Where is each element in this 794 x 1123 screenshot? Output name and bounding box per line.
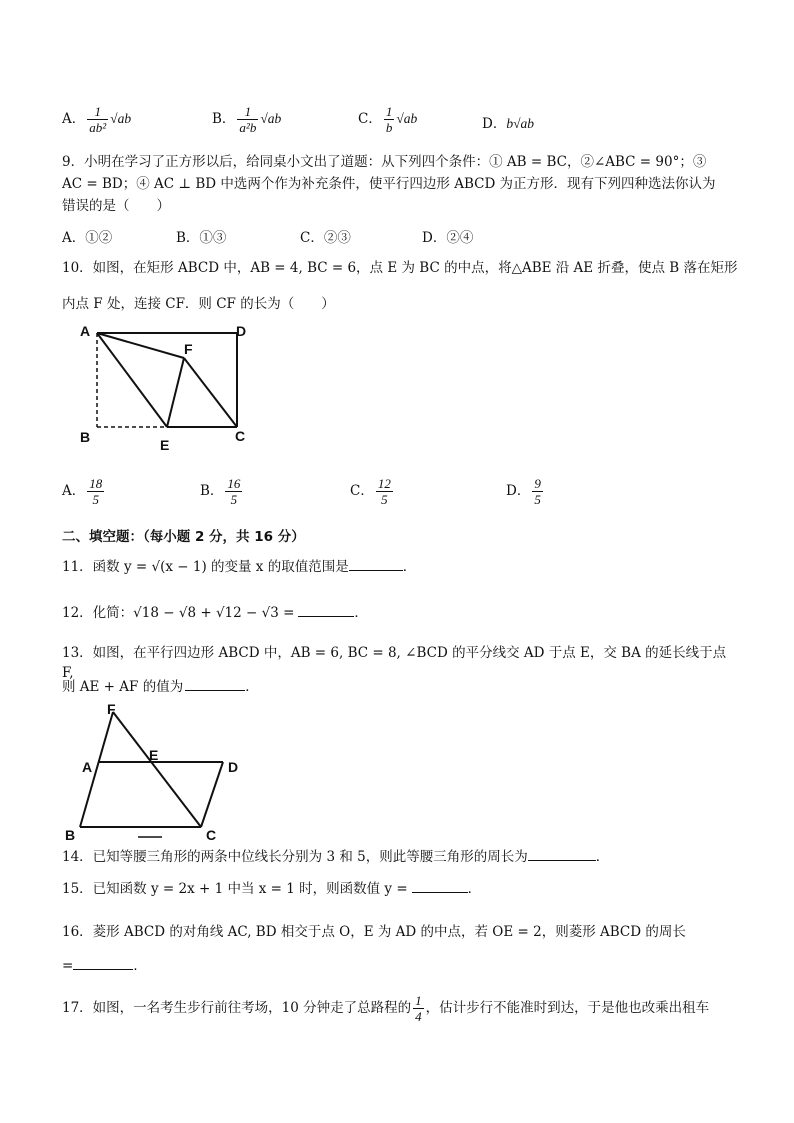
q13-side-dc	[201, 762, 223, 827]
q10-figure-rectangle	[74, 320, 274, 460]
q13-label-e: E	[149, 747, 159, 763]
q13-label-c: C	[206, 827, 217, 840]
q10-option-c: C． $\frac{12}{5}$	[350, 476, 391, 507]
q8-option-c: C． $\frac{1}{b}$ √ab	[358, 104, 418, 135]
q12: 12．化简：√18 − √8 + √12 − √3 = ．	[62, 605, 368, 621]
q10-segment-fc	[184, 358, 237, 427]
q10-segment-fe	[167, 358, 184, 427]
q15-answer-blank[interactable]	[412, 880, 468, 893]
q10-label-b: B	[80, 429, 91, 445]
q10-label-e: E	[160, 437, 170, 453]
q10-segment-ae	[97, 333, 167, 427]
q10-stem: 10．如图，在矩形 ABCD 中，AB = 4, BC = 6，点 E 为 BC 的中点，将△ABE 沿 AE 折叠，使点 B 落在矩形 内点 F 处，连接 CF．则 CF 的长为（ ）	[62, 260, 738, 312]
q8-option-b: B． $\frac{1}{\text{a²b}}$ √ab	[212, 104, 282, 135]
q10-option-d: D． $\frac{9}{5}$	[506, 476, 541, 507]
q8-option-a: A． $\frac{1}{\text{ab²}}$ √ab	[62, 104, 132, 135]
section-2-title: 二、填空题：（每小题 2 分，共 16 分）	[62, 529, 305, 545]
q9-option-d: D．②④	[422, 230, 474, 246]
q13-label-b: B	[65, 827, 76, 840]
q16-answer-blank[interactable]	[73, 957, 133, 970]
q10-label-d: D	[236, 323, 247, 339]
q10-option-a: A． $\frac{18}{5}$	[62, 476, 103, 507]
q17: 17．如图，一名考生步行前往考场，10 分钟走了总路程的 $\frac{1}{4}$ ，估计步行不能准时到达，于是他也改乘出租车	[62, 993, 710, 1024]
q11-answer-blank[interactable]	[349, 558, 403, 571]
q11: 11．函数 y = √(x − 1) 的变量 x 的取值范围是 ．	[62, 559, 417, 575]
q10-segment-af	[97, 333, 184, 358]
q13-stem: 13．如图，在平行四边形 ABCD 中，AB = 6, BC = 8, ∠BCD 的平分线交 AD 于点 E，交 BA 的延长线于点 F, 则 AE + AF 的值为 ．	[62, 645, 727, 695]
q9-options	[62, 226, 762, 248]
q9-stem: 9．小明在学习了正方形以后，给同桌小文出了道题：从下列四个条件：① AB = BC，②∠ABC = 90°；③ AC = BD；④ AC ⊥ BD 中选两个作为补充条件，使平行四边形 ABCD 为正方形．现有下列四种选法你认为 错误的是（ ）	[62, 154, 716, 214]
q13-label-d: D	[228, 759, 239, 775]
q13-segment-fc	[113, 712, 201, 827]
q8-options	[62, 100, 762, 140]
q9-option-b: B．①③	[176, 230, 227, 246]
q13-label-f: F	[107, 701, 116, 717]
q13-label-a: A	[82, 759, 93, 775]
q14-answer-blank[interactable]	[528, 848, 596, 861]
q16: 16．菱形 ABCD 的对角线 AC, BD 相交于点 O，E 为 AD 的中点，若 OE = 2，则菱形 ABCD 的周长 = ．	[62, 924, 686, 974]
q10-options	[62, 472, 762, 512]
q10-option-b: B． $\frac{16}{5}$	[200, 476, 241, 507]
q10-label-f: F	[184, 341, 193, 357]
q17-fraction: $\frac{1}{4}$	[415, 993, 422, 1024]
q10-label-c: C	[235, 428, 246, 444]
q9-option-a: A．①②	[62, 230, 113, 246]
q15: 15．已知函数 y = 2x + 1 中当 x = 1 时，则函数值 y = ．	[62, 881, 482, 897]
q12-answer-blank[interactable]	[298, 604, 354, 617]
q13-figure-parallelogram	[60, 700, 260, 840]
q8-option-d: D．b√ab	[482, 116, 534, 132]
q14: 14．已知等腰三角形的两条中位线长分别为 3 和 5，则此等腰三角形的周长为 ．	[62, 849, 610, 865]
q9-option-c: C．②③	[300, 230, 351, 246]
q13-answer-blank[interactable]	[185, 678, 245, 691]
q10-label-a: A	[80, 323, 91, 339]
